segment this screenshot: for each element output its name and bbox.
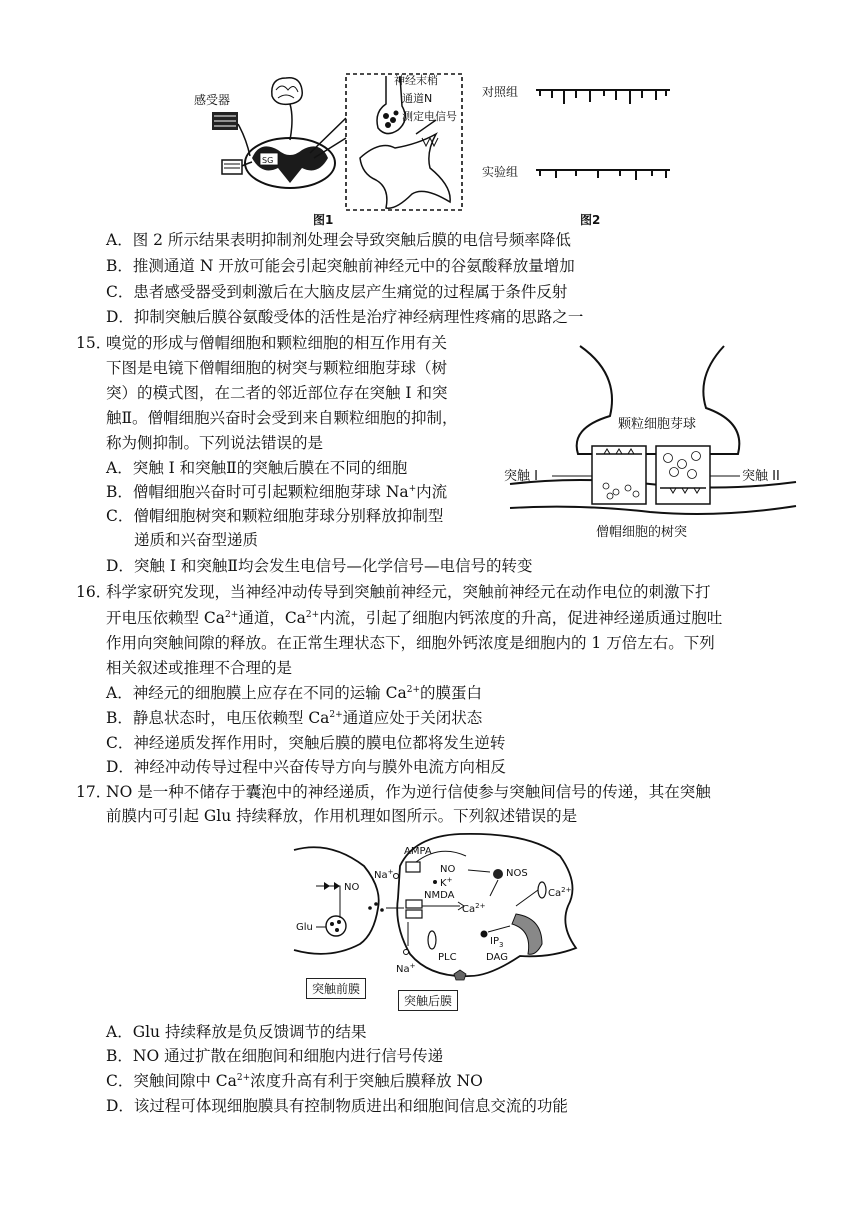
fig1-caption: 图1	[313, 213, 334, 227]
na-bottom-label: Na+	[396, 962, 416, 975]
plc-label: PLC	[438, 952, 457, 963]
dag-label: DAG	[486, 952, 508, 963]
q17-stem-line-1: NO 是一种不储存于囊泡中的神经递质，作为逆行信使参与突触间信号的传递，其在突触	[106, 783, 711, 801]
q16-stem-line-2: 开电压依赖型 $Ca^{2+}$通道，$Ca^{2+}$内流，引起了细胞内钙浓度的升高，促进神经递质通过胞吐	[106, 609, 723, 627]
q14-figure-2	[480, 72, 680, 228]
channel-n-label: 通道N	[402, 92, 433, 105]
control-group-label: 对照组	[482, 85, 519, 99]
q15-number: 15．	[76, 334, 112, 352]
na-top-label: Na+	[374, 868, 394, 881]
q16-option-a: A．神经元的细胞膜上应存在不同的运输 $Ca^{2+}$的膜蛋白	[106, 684, 483, 702]
q17-option-d: D．该过程可体现细胞膜具有控制物质进出和细胞间信息交流的功能	[106, 1097, 568, 1115]
no-presynaptic-label: NO	[344, 882, 360, 893]
q15-stem-line-5: 称为侧抑制。下列说法错误的是	[106, 434, 324, 452]
q15-stem-line-4: 触Ⅱ。僧帽细胞兴奋时会受到来自颗粒细胞的抑制，	[106, 409, 458, 427]
q16-stem-line-4: 相关叙述或推理不合理的是	[106, 659, 293, 677]
q16-number: 16．	[76, 583, 112, 601]
q15-stem-line-2: 下图是电镜下僧帽细胞的树突与颗粒细胞芽球（树	[106, 359, 448, 377]
nerve-ending-label: 神经末梢	[394, 74, 438, 87]
ca-inside-label: $Ca^{2+}$	[462, 902, 486, 915]
ip3-label: $IP_3$	[490, 936, 504, 949]
q15-stem-line-3: 突）的模式图，在二者的邻近部位存在突触 I 和突	[106, 384, 448, 402]
q17-option-c: C．突触间隙中 $Ca^{2+}$浓度升高有利于突触后膜释放 NO	[106, 1072, 483, 1090]
q15-option-d: D．突触 I 和突触Ⅱ均会发生电信号—化学信号—电信号的转变	[106, 557, 533, 575]
k-label: K+	[440, 876, 453, 889]
q16-option-c: C．神经递质发挥作用时，突触后膜的膜电位都将发生逆转	[106, 734, 506, 752]
q16-stem-line-1: 科学家研究发现，当神经冲动传导到突触前神经元，突触前神经元在动作电位的刺激下打	[106, 583, 711, 601]
q17-stem-line-2: 前膜内可引起 Glu 持续释放，作用机理如图所示。下列叙述错误的是	[106, 807, 578, 825]
q15-stem-line-1: 嗅觉的形成与僧帽细胞和颗粒细胞的相互作用有关	[106, 334, 448, 352]
measure-signal-label: 测定电信号	[402, 110, 457, 123]
mitral-dendrite-label: 僧帽细胞的树突	[596, 525, 688, 540]
ca-right-label: $Ca^{2+}$	[548, 886, 572, 899]
q16-stem-line-3: 作用向突触间隙的释放。在正常生理状态下，细胞外钙浓度是细胞内的 1 万倍左右。下列	[106, 634, 715, 652]
sg-label: SG	[262, 156, 274, 165]
postsynaptic-membrane-label: 突触后膜	[398, 990, 458, 1011]
q14-option-c: C．患者感受器受到刺激后在大脑皮层产生痛觉的过程属于条件反射	[106, 283, 568, 301]
ampa-label: AMPA	[404, 846, 432, 857]
synapse-1-label: 突触 I	[504, 469, 538, 484]
q15-option-c-line-1: C．僧帽细胞树突和颗粒细胞芽球分别释放抑制型	[106, 507, 444, 525]
q15-option-a: A．突触 I 和突触Ⅱ的突触后膜在不同的细胞	[106, 459, 408, 477]
q14-option-a: A．图 2 所示结果表明抑制剂处理会导致突触后膜的电信号频率降低	[106, 231, 571, 249]
q16-option-b: B．静息状态时，电压依赖型 $Ca^{2+}$通道应处于关闭状态	[106, 709, 483, 727]
no-postsynaptic-label: NO	[440, 864, 456, 875]
q14-option-d: D．抑制突触后膜谷氨酸受体的活性是治疗神经病理性疼痛的思路之一	[106, 308, 584, 326]
q15-option-b: B．僧帽细胞兴奋时可引起颗粒细胞芽球 Na+内流	[106, 483, 448, 501]
q14-figure-1	[190, 68, 472, 228]
q17-option-a: A．Glu 持续释放是负反馈调节的结果	[106, 1023, 367, 1041]
glu-label: Glu	[296, 922, 313, 933]
q17-number: 17．	[76, 783, 112, 801]
receptor-label: 感受器	[194, 93, 231, 107]
q15-option-c-line-2: 递质和兴奋型递质	[134, 531, 259, 549]
experimental-group-label: 实验组	[482, 165, 519, 179]
q14-option-b: B．推测通道 N 开放可能会引起突触前神经元中的谷氨酸释放量增加	[106, 257, 575, 275]
synapse-2-label: 突触 II	[742, 469, 780, 484]
q15-figure	[500, 336, 800, 550]
q17-option-b: B．NO 通过扩散在细胞间和细胞内进行信号传递	[106, 1047, 444, 1065]
granule-cell-spine-label: 颗粒细胞芽球	[618, 417, 697, 432]
q16-option-d: D．神经冲动传导过程中兴奋传导方向与膜外电流方向相反	[106, 758, 506, 776]
fig2-caption: 图2	[580, 213, 601, 227]
nos-label: NOS	[506, 868, 528, 879]
presynaptic-membrane-label: 突触前膜	[306, 978, 366, 999]
nmda-label: NMDA	[424, 890, 455, 901]
